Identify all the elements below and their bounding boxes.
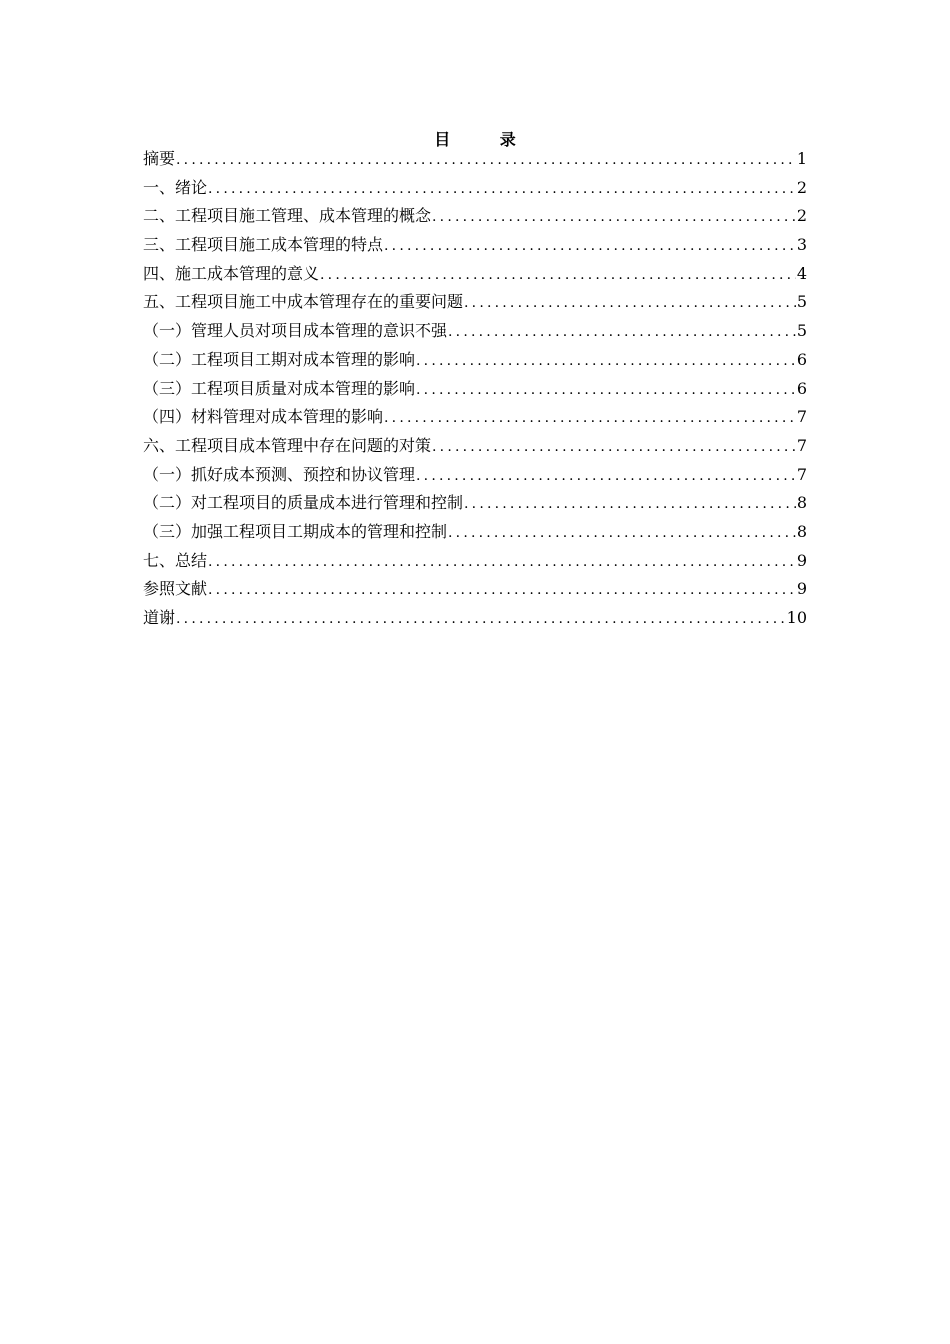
toc-entry-label: 道谢: [143, 608, 176, 627]
dot-leader: [464, 490, 796, 519]
toc-entry-label: （一）抓好成本预测、预控和协议管理: [143, 464, 416, 484]
toc-entry[interactable]: [143, 346, 807, 375]
toc-entry[interactable]: [143, 403, 807, 432]
toc-entry[interactable]: [143, 575, 807, 604]
toc-entry-page-number: 4: [796, 263, 807, 283]
toc-entry-page-number: 8: [796, 521, 807, 541]
toc-entry[interactable]: [143, 231, 807, 260]
toc-entry[interactable]: [143, 604, 807, 633]
dot-leader: [464, 289, 796, 318]
toc-title: 目 录: [434, 130, 538, 149]
toc-entry[interactable]: [143, 145, 807, 174]
toc-entry[interactable]: [143, 317, 807, 346]
toc-entry[interactable]: [143, 288, 807, 317]
toc-entry-label: （四）材料管理对成本管理的影响: [143, 407, 384, 427]
dot-leader: [176, 146, 796, 175]
dot-leader: [432, 433, 796, 462]
toc-entry-label: 五、工程项目施工中成本管理存在的重要问题: [143, 292, 464, 312]
dot-leader: [416, 376, 796, 405]
toc-entry-page-number: 6: [796, 378, 807, 398]
dot-leader: [432, 203, 796, 232]
dot-leader: [384, 232, 796, 261]
toc-entry-label: （二）对工程项目的质量成本进行管理和控制: [143, 493, 464, 513]
toc-entry-label: 三、工程项目施工成本管理的特点: [143, 235, 384, 255]
toc-entry[interactable]: [143, 432, 807, 461]
toc-entry[interactable]: [143, 375, 807, 404]
dot-leader: [208, 548, 796, 577]
toc-entry[interactable]: [143, 547, 807, 576]
toc-entry-page-number: 5: [796, 292, 807, 312]
toc-entry[interactable]: [143, 260, 807, 289]
toc-entry-label: （三）工程项目质量对成本管理的影响: [143, 378, 416, 398]
toc-entry[interactable]: [143, 461, 807, 490]
toc-entry[interactable]: [143, 518, 807, 547]
toc-entry-label: 摘要: [143, 149, 176, 168]
toc-entry-page-number: 3: [796, 235, 807, 255]
toc-entry[interactable]: [143, 489, 807, 518]
toc-entry-label: 参照文献: [143, 579, 208, 599]
table-of-contents: [143, 145, 807, 633]
toc-entry[interactable]: [143, 174, 807, 203]
toc-entry-page-number: 7: [796, 407, 807, 427]
toc-entry-page-number: 9: [796, 579, 807, 599]
dot-leader: [320, 261, 796, 290]
dot-leader: [416, 462, 796, 491]
toc-entry-label: 一、绪论: [143, 177, 208, 197]
toc-entry-page-number: 7: [796, 464, 807, 484]
dot-leader: [208, 576, 796, 605]
toc-entry-label: （二）工程项目工期对成本管理的影响: [143, 349, 416, 369]
dot-leader: [416, 347, 796, 376]
toc-entry-page-number: 8: [796, 493, 807, 513]
toc-entry-page-number: 2: [796, 177, 807, 197]
toc-entry-page-number: 9: [796, 550, 807, 570]
toc-entry[interactable]: [143, 202, 807, 231]
toc-entry-page-number: 6: [796, 349, 807, 369]
toc-entry-page-number: 1: [796, 149, 807, 168]
toc-entry-label: （三）加强工程项目工期成本的管理和控制: [143, 521, 448, 541]
toc-entry-page-number: 7: [796, 435, 807, 455]
dot-leader: [384, 404, 796, 433]
toc-entry-label: 六、工程项目成本管理中存在问题的对策: [143, 435, 432, 455]
dot-leader: [448, 318, 796, 347]
toc-entry-page-number: 10: [786, 608, 807, 627]
toc-entry-page-number: 2: [796, 206, 807, 226]
toc-entry-page-number: 5: [796, 321, 807, 341]
toc-entry-label: 四、施工成本管理的意义: [143, 263, 320, 283]
toc-entry-label: 七、总结: [143, 550, 208, 570]
dot-leader: [208, 175, 796, 204]
dot-leader: [448, 519, 796, 548]
dot-leader: [176, 605, 786, 634]
toc-entry-label: （一）管理人员对项目成本管理的意识不强: [143, 321, 448, 341]
toc-entry-label: 二、工程项目施工管理、成本管理的概念: [143, 206, 432, 226]
